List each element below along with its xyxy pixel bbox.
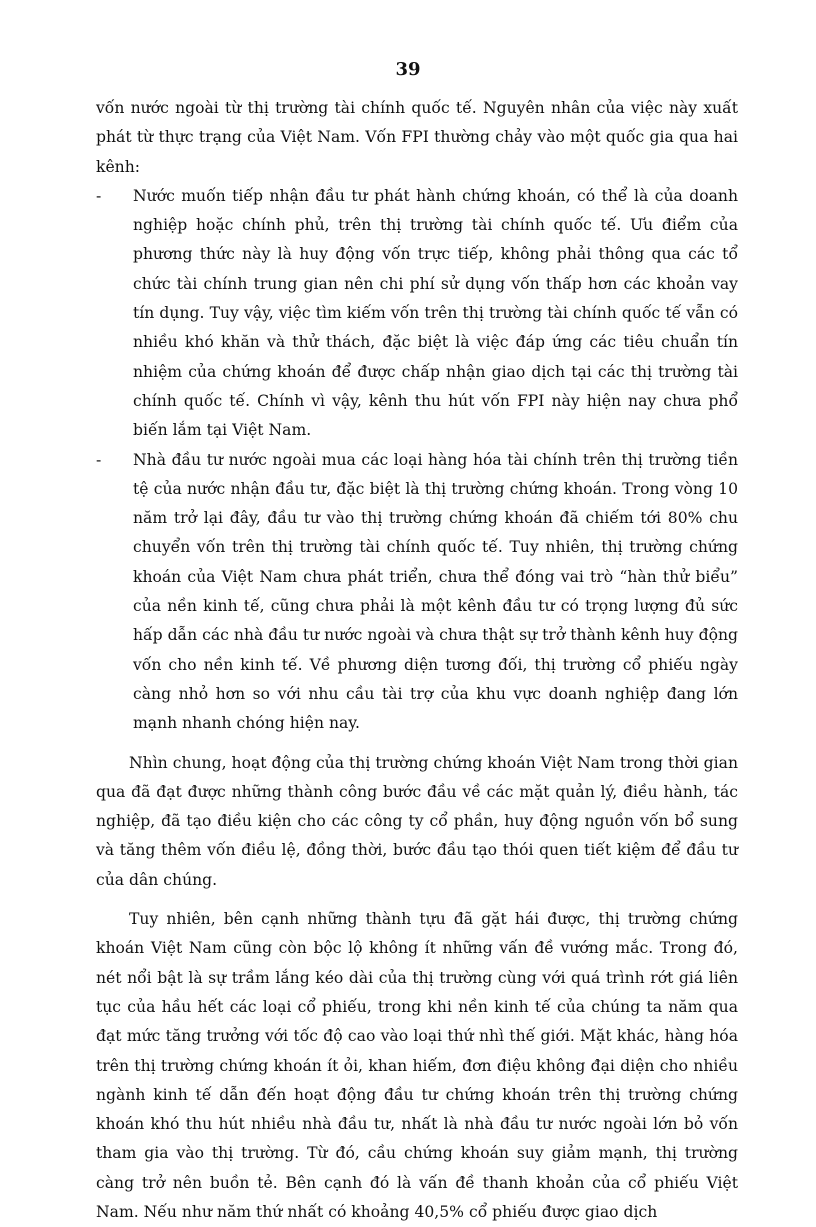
bullet-marker: - — [96, 186, 102, 205]
paragraph-overview: Nhìn chung, hoạt động của thị trường chứng khoán Việt Nam trong thời gian qua đã đạt được những thành công bước đầu về các mặt quản lý, điều hành, tác nghiệp, đã tạo điều kiện cho các công ty cổ phần, huy động nguồn vốn bổ sung và tăng thêm vốn điều lệ, đồng thời, bước đầu tạo thói quen tiết kiệm để đầu tư của dân chúng. — [96, 753, 738, 889]
bullet-item-2 — [96, 446, 738, 739]
paragraph-issues: Tuy nhiên, bên cạnh những thành tựu đã gặt hái được, thị trường chứng khoán Việt Nam cũng còn bộc lộ không ít những vấn đề vướng mắc. Trong đó, nét nổi bật là sự trầm lắng kéo dài của thị trường cùng với quá trình rớt giá liên tục của hầu hết các loại cổ phiếu, trong khi nền kinh tế của chúng ta năm qua đạt mức tăng trưởng với tốc độ cao vào loại thứ nhì thế giới. Mặt khác, hàng hóa trên thị trường chứng khoán ít ỏi, khan hiếm, đơn điệu không đại diện cho nhiều ngành kinh tế dẫn đến hoạt động đầu tư chứng khoán trên thị trường chứng khoán khó thu hút nhiều nhà đầu tư, nhất là nhà đầu tư nước ngoài lớn bỏ vốn tham gia vào thị trường. Từ đó, cầu chứng khoán suy giảm mạnh, thị trường càng trở nên buồn tẻ. Bên cạnh đó là vấn đề thanh khoản của cổ phiếu Việt Nam. Nếu như năm thứ nhất có khoảng 40,5% cổ phiếu được giao dịch — [96, 910, 738, 1221]
bullet-text: Nhà đầu tư nước ngoài mua các loại hàng hóa tài chính trên thị trường tiền tệ của nước nhận đầu tư, đặc biệt là thị trường chứng khoán. Trong vòng 10 năm trở lại đây, đầu tư vào thị trường chứng khoán đã chiếm tới 80% chu chuyển vốn trên thị trường tài chính quốc tế. Tuy nhiên, thị trường chứng khoán của Việt Nam chưa phát triển, chưa thể đóng vai trò “hàn thử biểu” của nền kinh tế, cũng chưa phải là một kênh đầu tư có trọng lượng đủ sức hấp dẫn các nhà đầu tư nước ngoài và chưa thật sự trở thành kênh huy động vốn cho nền kinh tế. Về phương diện tương đối, thị trường cổ phiếu ngày càng nhỏ hơn so với nhu cầu tài trợ của khu vực doanh nghiệp đang lớn mạnh nhanh chóng hiện nay. — [133, 450, 738, 733]
body-text — [96, 94, 738, 1227]
intro-paragraph: vốn nước ngoài từ thị trường tài chính quốc tế. Nguyên nhân của việc này xuất phát từ thực trạng của Việt Nam. Vốn FPI thường chảy vào một quốc gia qua hai kênh: — [96, 99, 738, 176]
bullet-item-1 — [96, 182, 738, 446]
bullet-marker: - — [96, 450, 102, 469]
bullet-text: Nước muốn tiếp nhận đầu tư phát hành chứng khoán, có thể là của doanh nghiệp hoặc chính phủ, trên thị trường tài chính quốc tế. Ưu điểm của phương thức này là huy động vốn trực tiếp, không phải thông qua các tổ chức tài chính trung gian nên chi phí sử dụng vốn thấp hơn các khoản vay tín dụng. Tuy vậy, việc tìm kiếm vốn trên thị trường tài chính quốc tế vẫn có nhiều khó khăn và thử thách, đặc biệt là việc đáp ứng các tiêu chuẩn tín nhiệm của chứng khoán để được chấp nhận giao dịch tại các thị trường tài chính quốc tế. Chính vì vậy, kênh thu hút vốn FPI này hiện nay chưa phổ biến lắm tại Việt Nam. — [133, 186, 738, 440]
page-number: 39 — [395, 59, 421, 80]
